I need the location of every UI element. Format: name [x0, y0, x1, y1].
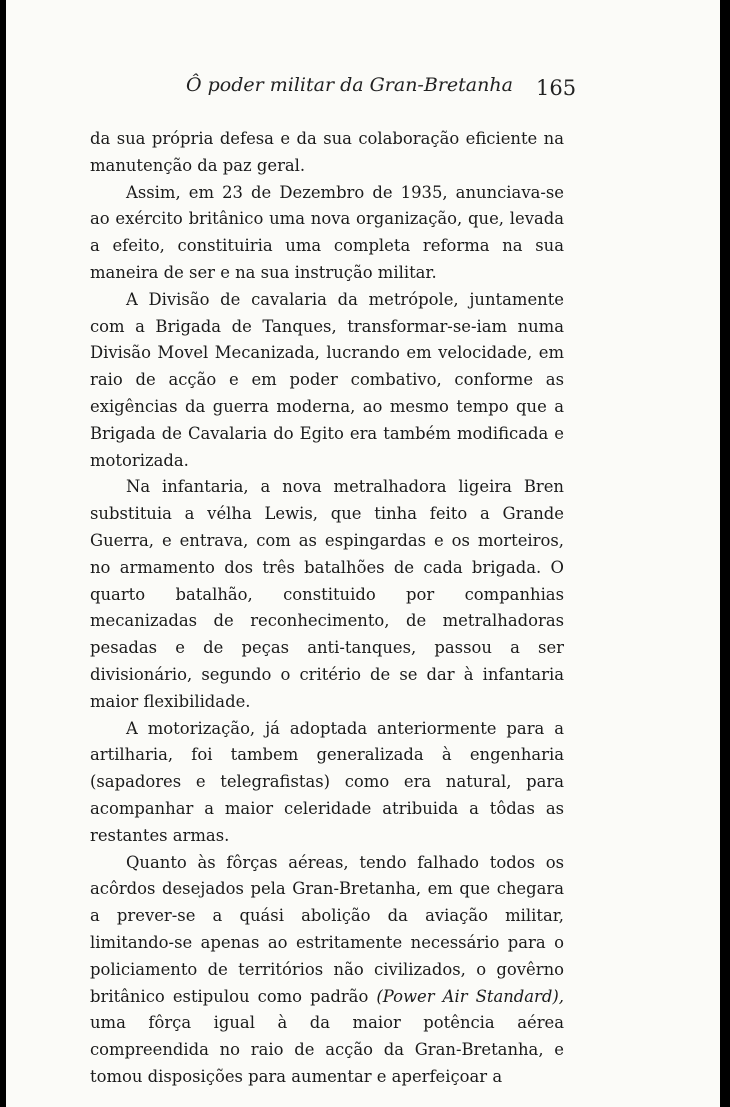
running-title: Ô poder militar da Gran-Bretanha	[186, 74, 513, 96]
paragraph	[90, 850, 564, 1091]
scan-border	[720, 0, 730, 1107]
paragraph: A motorização, já adoptada anteriormente para a artilharia, foi tambem generalizada à engenharia (sapadores e telegrafistas) como era natural, para acompanhar a maior celeridade atribuida a tôdas as restantes armas.	[90, 718, 564, 845]
paragraph-text: uma fôrça igual à da maior potência aérea compreendida no raio de acção da Gran-Bretanha, e tomou disposições para aumentar e aperfeiçoar a	[90, 1013, 564, 1086]
page-number: 165	[536, 76, 577, 100]
page-header	[6, 74, 720, 114]
paragraph-continuation: da sua própria defesa e da sua colaboração eficiente na manutenção da paz geral.	[90, 129, 564, 175]
book-page	[6, 0, 720, 1107]
paragraph: Na infantaria, a nova metralhadora ligeira Bren substituia a vélha Lewis, que tinha feito a Grande Guerra, e entrava, com as espingardas e os morteiros, no armamento dos três batalhões de cada brigada. O quarto batalhão, constituido por companhias mecanizadas de reconhecimento, de metralhadoras pesadas e de peças anti-tanques, passou a ser divisionário, segundo o critério de se dar à infantaria maior flexibilidade.	[90, 477, 564, 711]
italic-term: (Power Air Standard),	[376, 986, 564, 1006]
paragraph-text: Quanto às fôrças aéreas, tendo falhado todos os acôrdos desejados pela Gran-Bretanha, em que chegara a prever-se a quási abolição da aviação militar, limitando-se apenas ao estritamente necessário para o policiamento de territórios não civilizados, o govêrno britânico estipulou como padrão	[90, 852, 564, 1006]
paragraph: Assim, em 23 de Dezembro de 1935, anunciava-se ao exército britânico uma nova organização, que, levada a efeito, constituiria uma completa reforma na sua maneira de ser e na sua instrução militar.	[90, 182, 564, 282]
paragraph: A Divisão de cavalaria da metrópole, juntamente com a Brigada de Tanques, transformar-se-iam numa Divisão Movel Mecanizada, lucrando em velocidade, em raio de acção e em poder combativo, conforme as exigências da guerra moderna, ao mesmo tempo que a Brigada de Cavalaria do Egito era também modificada e motorizada.	[90, 289, 564, 470]
body-text	[90, 126, 564, 1091]
